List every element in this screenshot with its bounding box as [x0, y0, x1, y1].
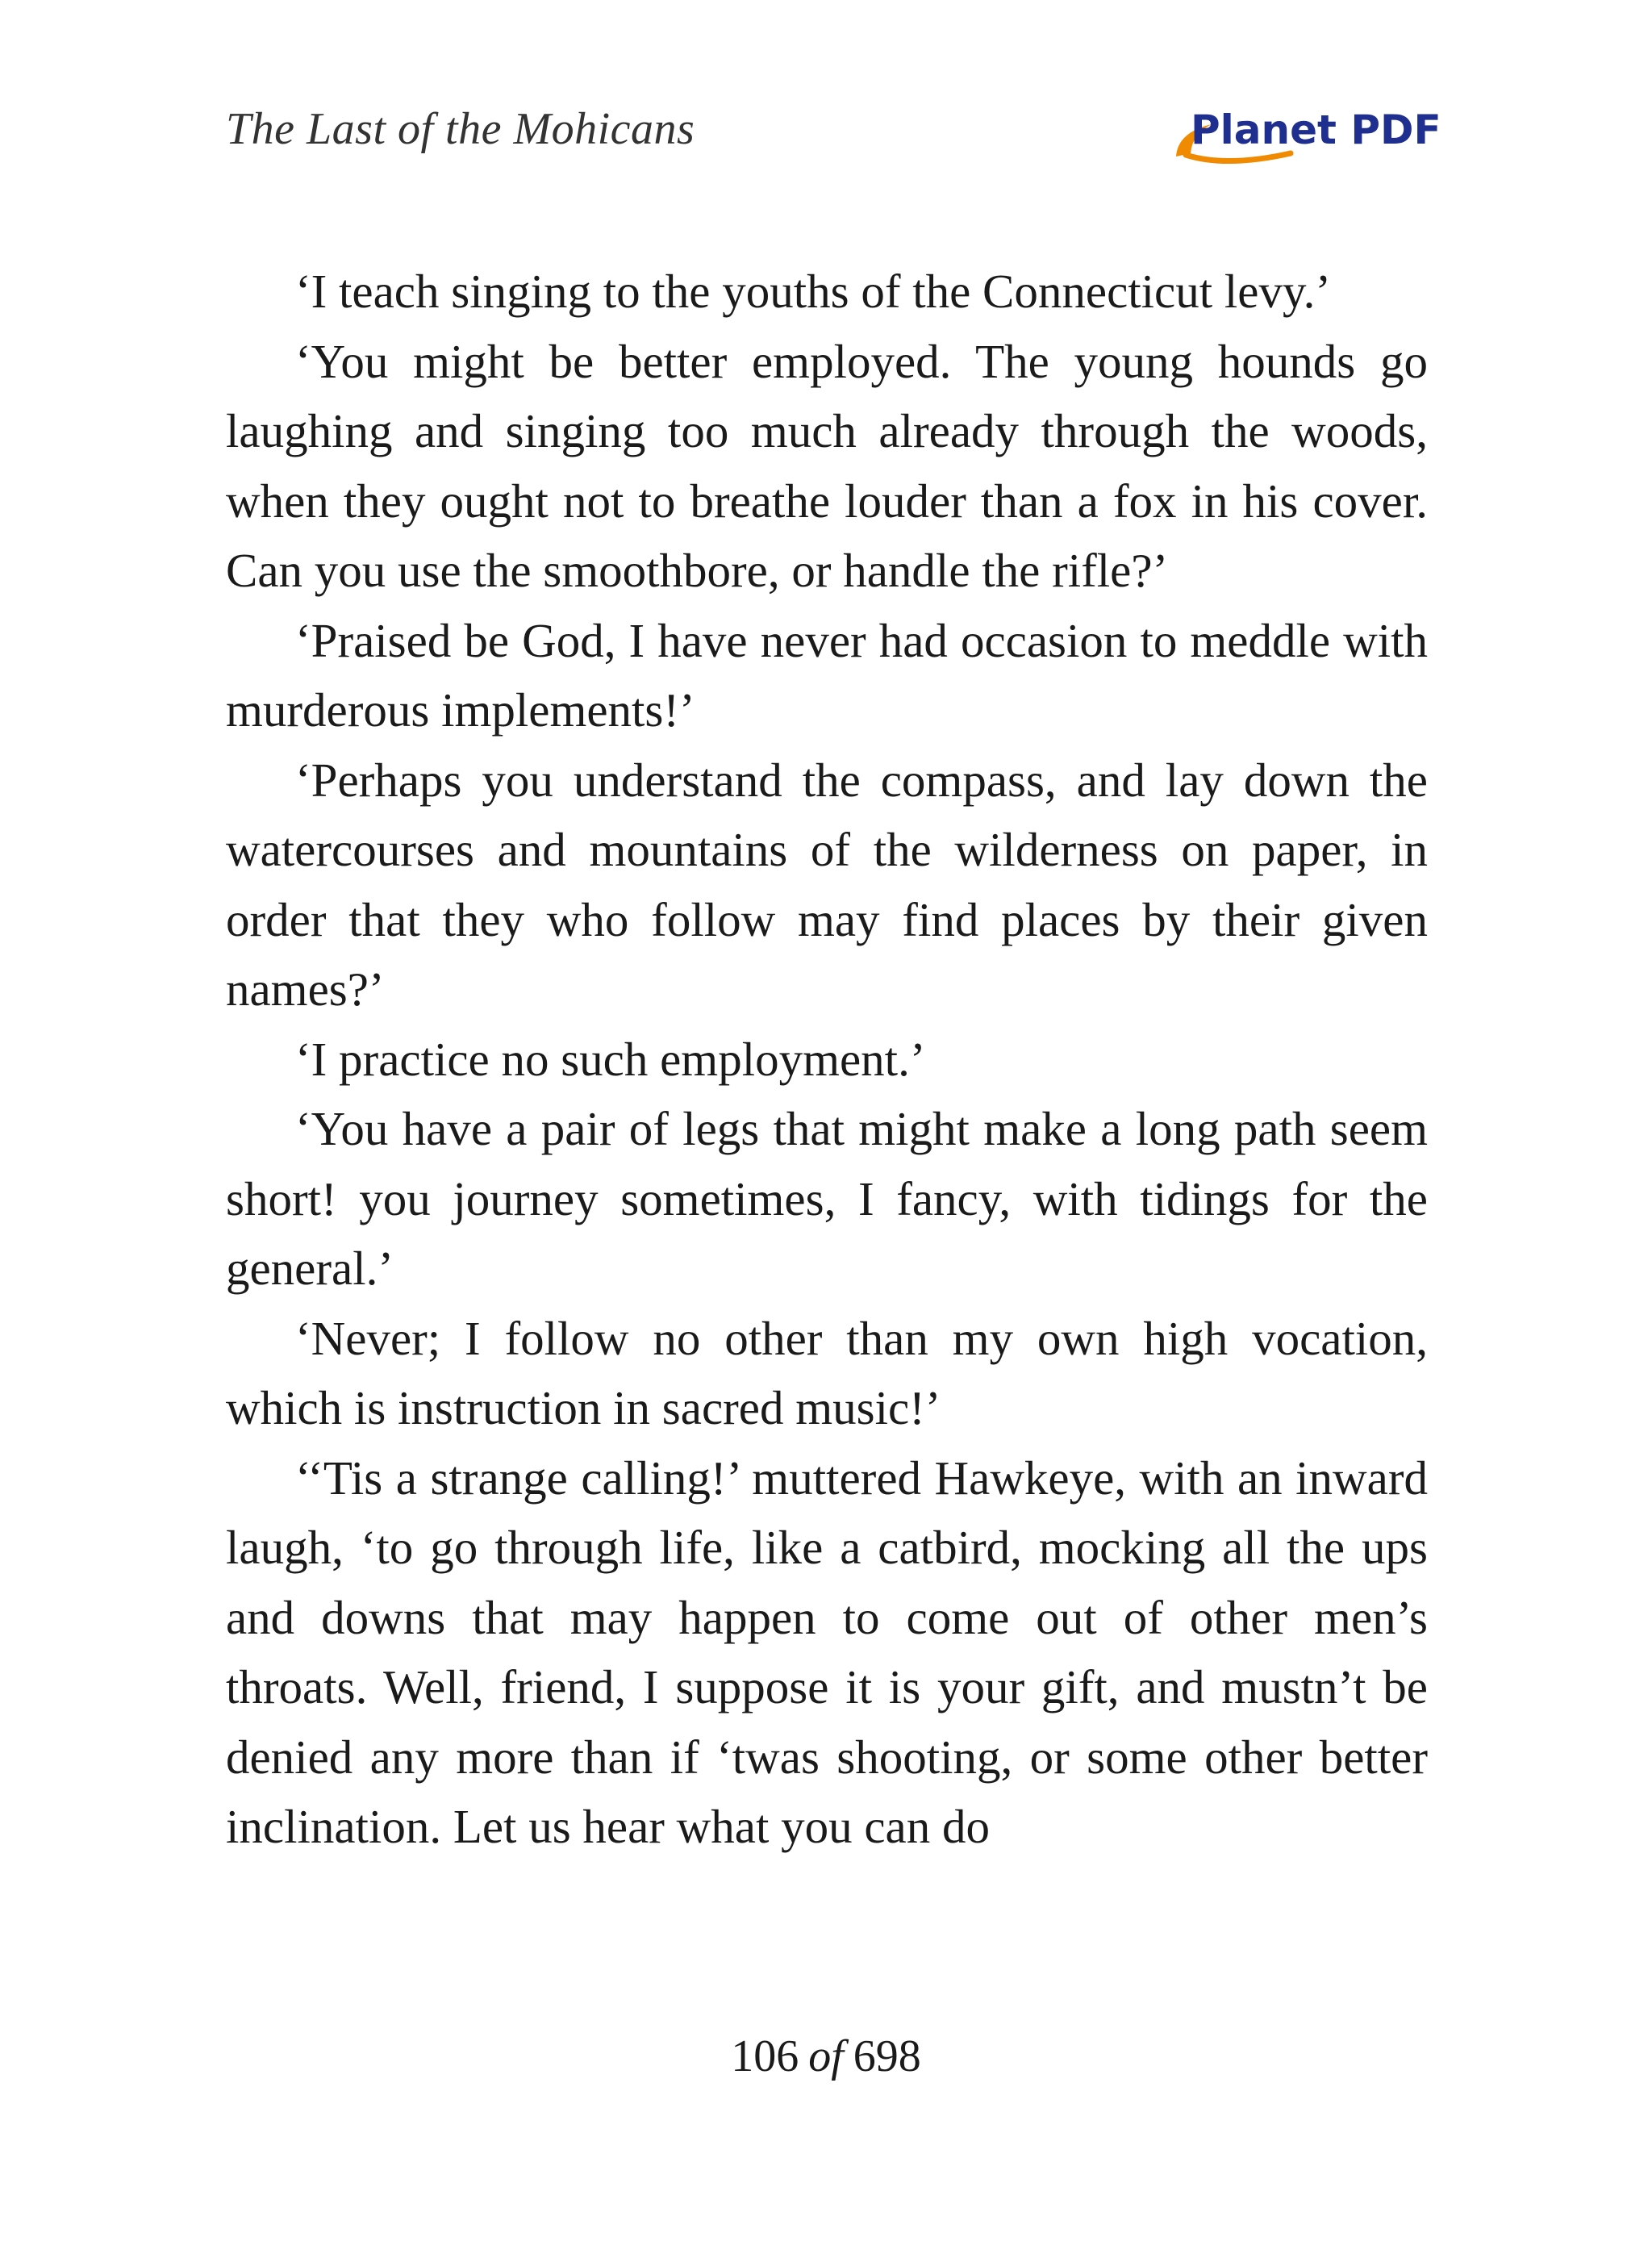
paragraph: ‘‘Tis a strange calling!’ muttered Hawkeye, with an inward laugh, ‘to go through life, like a catbird, mocking all the ups and downs that may happen to come out of other men’s throats. Well, friend, I suppose it is your gift, and mustn’t be denied any more than if ‘twas shooting, or some other better inclination. Let us hear what you can do: [226, 1450, 1428, 1853]
paragraph: ‘I practice no such employment.’: [295, 1032, 926, 1086]
paragraph: ‘Never; I follow no other than my own high vocation, which is instruction in sacred music!’: [226, 1311, 1428, 1434]
logo-text: Planet PDF: [1191, 106, 1441, 153]
paragraph: ‘Perhaps you understand the compass, and lay down the watercourses and mountains of the wilderness on paper, in order that they who follow may find places by their given names?’: [226, 753, 1428, 1016]
paragraph: ‘Praised be God, I have never had occasion to meddle with murderous implements!’: [226, 613, 1428, 737]
paragraph: ‘I teach singing to the youths of the Connecticut levy.’: [295, 265, 1332, 318]
paragraph: ‘You have a pair of legs that might make a long path seem short! you journey sometimes, I fancy, with tidings for the general.’: [226, 1102, 1428, 1295]
current-page: 106: [731, 2031, 799, 2081]
page-body: [226, 257, 1428, 1862]
planet-pdf-logo[interactable]: [1170, 97, 1441, 169]
page-number: [0, 2031, 1652, 2082]
paragraph: ‘You might be better employed. The young hounds go laughing and singing too much already through the woods, when they ought not to breathe louder than a fox in his cover. Can you use the smoothbore, or handle the rifle?’: [226, 334, 1428, 597]
total-pages: 698: [853, 2031, 921, 2081]
book-title: The Last of the Mohicans: [226, 104, 695, 154]
of-label: of: [808, 2031, 844, 2081]
